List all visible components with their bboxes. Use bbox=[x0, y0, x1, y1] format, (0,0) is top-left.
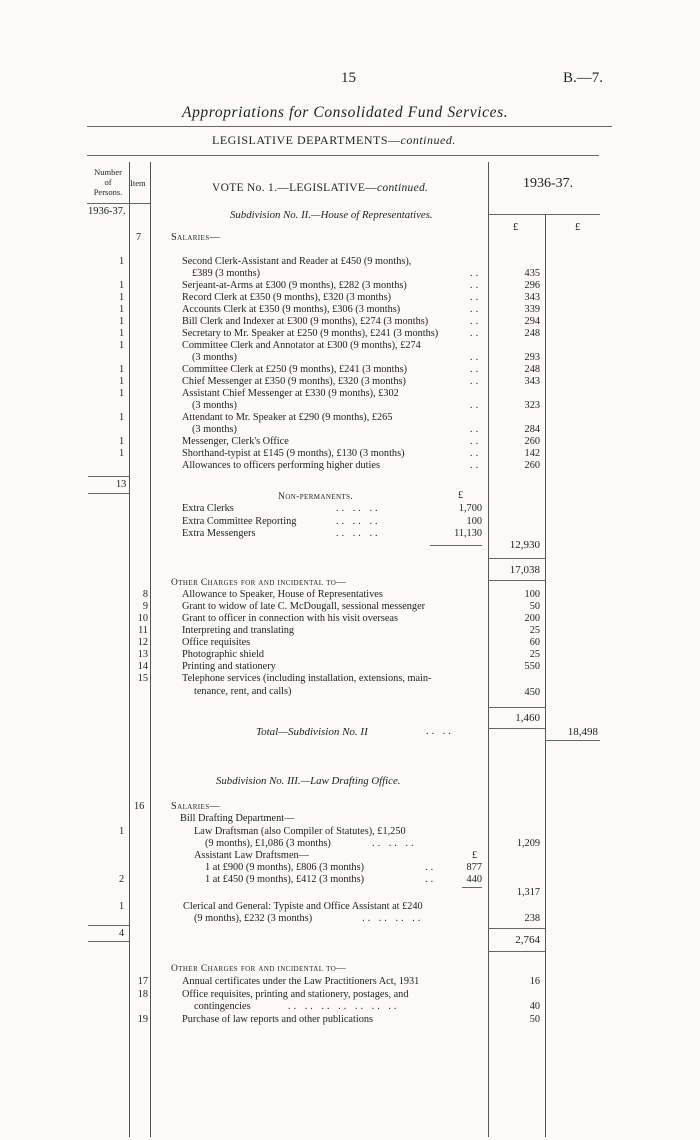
nonperm-row-value: 1,700 bbox=[458, 503, 482, 514]
other-charge-item: 10 bbox=[137, 613, 148, 624]
other-charge-amount: 25 bbox=[529, 625, 540, 636]
salary-row-leader: .. bbox=[470, 304, 482, 315]
section-subtitle-text: LEGISLATIVE DEPARTMENTS— bbox=[212, 133, 401, 147]
other-total-rule-bottom bbox=[488, 728, 545, 729]
nonperm-row-leader: .. .. .. bbox=[336, 515, 381, 527]
nonperm-row-leader: .. .. .. bbox=[336, 528, 381, 539]
sub2-persons-total: 13 bbox=[116, 479, 127, 490]
other-charge-item: 19 bbox=[137, 1014, 148, 1025]
assistant-row-leader: .. bbox=[425, 862, 437, 873]
other-charge-label-cont: tenance, rent, and calls) bbox=[194, 686, 292, 697]
document-reference: B.—7. bbox=[563, 70, 604, 86]
sub3-other-heading: Other Charges for and incidental to— bbox=[171, 964, 347, 974]
sub3-assistant-total: 1,317 bbox=[516, 887, 540, 898]
vote-title-cont: continued. bbox=[376, 182, 429, 194]
other-charge-item: 18 bbox=[137, 989, 148, 1000]
salary-row-label-cont: (3 months) bbox=[192, 424, 237, 435]
salary-row-label-cont: (3 months) bbox=[192, 400, 237, 411]
salary-row-label: Assistant Chief Messenger at £330 (9 months), £302 bbox=[182, 388, 399, 399]
page-number: 15 bbox=[341, 70, 356, 86]
salaries-total-rule-top bbox=[488, 558, 545, 559]
sub3-salaries-label: Salaries— bbox=[171, 801, 221, 812]
sub2-salaries-item: 7 bbox=[136, 232, 142, 243]
vote-title bbox=[212, 182, 428, 194]
pound-sign-col2: £ bbox=[575, 222, 581, 233]
other-charge-amount: 200 bbox=[524, 613, 540, 624]
nonperm-row-label: Extra Messengers bbox=[182, 528, 256, 539]
other-charge-amount: 40 bbox=[529, 1001, 540, 1012]
persons-year: 1936-37. bbox=[88, 206, 126, 217]
other-charge-amount: 50 bbox=[529, 1014, 540, 1025]
assistant-row-value: 877 bbox=[466, 862, 482, 873]
page-title: Appropriations for Consolidated Fund Services. bbox=[182, 104, 509, 121]
other-charge-label: Telephone services (including installation, extensions, main- bbox=[182, 673, 432, 684]
persons-header-line3: Persons. bbox=[93, 187, 123, 197]
persons-total-rule bbox=[88, 476, 129, 477]
salary-row-leader: .. bbox=[470, 448, 482, 459]
nonperm-pound: £ bbox=[458, 490, 464, 501]
sub3-law-draftsman-l1: Law Draftsman (also Compiler of Statutes), £1,250 bbox=[194, 826, 406, 837]
sub3-assistant-pound: £ bbox=[472, 850, 478, 861]
sub3-clerical-amount: 238 bbox=[524, 913, 540, 924]
other-charge-label: Grant to officer in connection with his visit overseas bbox=[182, 613, 398, 624]
salary-row-amount: 343 bbox=[524, 292, 540, 303]
salary-row-leader: .. bbox=[470, 292, 482, 303]
title-rule bbox=[87, 126, 612, 127]
other-charge-label-cont: contingencies bbox=[194, 1001, 251, 1012]
salary-row-persons: 1 bbox=[119, 316, 125, 327]
salary-row-amount: 284 bbox=[524, 424, 540, 435]
other-charge-label: Photographic shield bbox=[182, 649, 265, 660]
sub3-assistant-heading: Assistant Law Draftsmen— bbox=[194, 850, 309, 861]
sub2-total-leader: .. .. bbox=[426, 726, 454, 737]
other-charge-item: 17 bbox=[137, 976, 148, 987]
other-charge-item: 14 bbox=[137, 661, 148, 672]
sub3-salaries-rule-top bbox=[488, 928, 545, 929]
grand-total-rule bbox=[545, 740, 600, 741]
salary-row-amount: 323 bbox=[524, 400, 540, 411]
nonperm-row-leader: .. .. .. bbox=[336, 503, 381, 514]
other-charge-amount: 60 bbox=[529, 637, 540, 648]
salary-row-leader: .. bbox=[470, 460, 482, 471]
other-charge-item: 13 bbox=[137, 649, 148, 660]
year-column-header: 1936-37. bbox=[523, 176, 574, 191]
other-charge-item: 11 bbox=[138, 625, 148, 636]
salary-row-label: Messenger, Clerk's Office bbox=[182, 436, 289, 447]
assistant-rule bbox=[462, 887, 482, 888]
salary-row-amount: 248 bbox=[524, 364, 540, 375]
sub3-clerical-leader: .. .. .. .. bbox=[362, 913, 424, 924]
other-charge-amount: 50 bbox=[529, 601, 540, 612]
salary-row-amount: 293 bbox=[524, 352, 540, 363]
other-charge-label: Printing and stationery bbox=[182, 661, 276, 672]
nonperm-row-label: Extra Clerks bbox=[182, 503, 234, 514]
salary-row-leader: .. bbox=[470, 268, 482, 279]
subdivision-iii-heading: Subdivision No. III.—Law Drafting Office. bbox=[216, 775, 401, 787]
salary-row-label: Allowances to officers performing higher duties bbox=[182, 460, 380, 471]
salary-row-amount: 343 bbox=[524, 376, 540, 387]
sub3-clerical-l2: (9 months), £232 (3 months) bbox=[194, 913, 313, 924]
salary-row-persons: 1 bbox=[119, 364, 125, 375]
sub3-salaries-total: 2,764 bbox=[515, 934, 540, 946]
colhead-bottom-rule-left bbox=[87, 203, 150, 204]
sub3-law-draftsman-l2: (9 months), £1,086 (3 months) bbox=[205, 838, 331, 849]
sub3-assistant-persons: 2 bbox=[119, 874, 125, 885]
other-charge-item: 8 bbox=[142, 589, 148, 600]
salary-row-amount: 260 bbox=[524, 460, 540, 471]
salary-row-label: Serjeant-at-Arms at £300 (9 months), £282 (3 months) bbox=[182, 280, 407, 291]
pound-sign-col1: £ bbox=[513, 222, 519, 233]
salary-row-amount: 294 bbox=[524, 316, 540, 327]
sub2-salaries-total: 17,038 bbox=[509, 564, 540, 576]
salary-row-label: Committee Clerk and Annotator at £300 (9 months), £274 bbox=[182, 340, 421, 351]
other-charge-item: 12 bbox=[137, 637, 148, 648]
assistant-row-value: 440 bbox=[466, 874, 482, 885]
salary-row-persons: 1 bbox=[119, 436, 125, 447]
other-total-rule-top bbox=[488, 707, 545, 708]
sub3-salaries-rule-bottom bbox=[488, 951, 545, 952]
salary-row-persons: 1 bbox=[119, 448, 125, 459]
other-charge-label: Allowance to Speaker, House of Representatives bbox=[182, 589, 383, 600]
sub2-salaries-label: Salaries— bbox=[171, 232, 221, 243]
salary-row-leader: .. bbox=[470, 436, 482, 447]
sub3-law-draftsman-amount: 1,209 bbox=[516, 838, 540, 849]
salary-row-leader: .. bbox=[470, 424, 482, 435]
other-charge-label: Office requisites bbox=[182, 637, 251, 648]
sub2-other-heading: Other Charges for and incidental to— bbox=[171, 578, 347, 588]
other-charge-amount: 25 bbox=[529, 649, 540, 660]
salary-row-label: Second Clerk-Assistant and Reader at £450 (9 months), bbox=[182, 256, 412, 267]
salary-row-label: Accounts Clerk at £350 (9 months), £306 (3 months) bbox=[182, 304, 401, 315]
sub3-clerical-persons: 1 bbox=[119, 901, 125, 912]
assistant-row-leader: .. bbox=[425, 874, 437, 885]
section-subtitle bbox=[212, 133, 456, 148]
other-charge-amount: 550 bbox=[524, 661, 540, 672]
other-charge-label: Purchase of law reports and other publications bbox=[182, 1014, 374, 1025]
salary-row-leader: .. bbox=[470, 328, 482, 339]
nonperm-rule bbox=[430, 545, 482, 546]
sub3-law-draftsman-leader: .. .. .. bbox=[372, 838, 417, 849]
colhead-bottom-rule-right bbox=[488, 214, 600, 215]
salary-row-persons: 1 bbox=[119, 388, 125, 399]
header-rule bbox=[87, 155, 599, 156]
other-charge-amount: 16 bbox=[529, 976, 540, 987]
salary-row-leader: .. bbox=[470, 400, 482, 411]
other-charge-item: 15 bbox=[137, 673, 148, 684]
other-charge-amount: 100 bbox=[524, 589, 540, 600]
salary-row-leader: .. bbox=[470, 316, 482, 327]
other-charge-label: Interpreting and translating bbox=[182, 625, 295, 636]
nonperm-row-value: 11,130 bbox=[454, 528, 482, 539]
amount-col-mid-rule bbox=[545, 215, 546, 1137]
other-charge-item: 9 bbox=[142, 601, 148, 612]
nonperm-row-label: Extra Committee Reporting bbox=[182, 515, 297, 527]
subdivision-ii-heading: Subdivision No. II.—House of Representatives. bbox=[230, 209, 433, 221]
salary-row-persons: 1 bbox=[119, 292, 125, 303]
other-charge-leader: .. .. .. .. .. .. .. bbox=[288, 1001, 400, 1012]
salary-row-label-cont: (3 months) bbox=[192, 352, 237, 363]
salary-row-label: Shorthand-typist at £145 (9 months), £130 (3 months) bbox=[182, 448, 405, 459]
sub2-grand-total: 18,498 bbox=[567, 726, 598, 738]
persons-column-header bbox=[88, 167, 128, 197]
assistant-row-label: 1 at £450 (9 months), £412 (3 months) bbox=[205, 874, 365, 885]
other-charge-label: Office requisites, printing and stationery, postages, and bbox=[182, 989, 409, 1000]
persons-total-rule2 bbox=[88, 493, 129, 494]
section-subtitle-cont: continued. bbox=[400, 133, 456, 147]
other-charge-label: Annual certificates under the Law Practitioners Act, 1931 bbox=[182, 976, 420, 987]
other-charge-label: Grant to widow of late C. McDougall, sessional messenger bbox=[182, 601, 426, 612]
salary-row-amount: 260 bbox=[524, 436, 540, 447]
persons-header-line2: of bbox=[104, 177, 112, 187]
sub3-clerical-l1: Clerical and General: Typiste and Office Assistant at £240 bbox=[183, 901, 423, 912]
sub3-persons-rule2 bbox=[88, 941, 129, 942]
salary-row-persons: 1 bbox=[119, 256, 125, 267]
nonperm-total: 12,930 bbox=[509, 539, 540, 551]
salary-row-amount: 296 bbox=[524, 280, 540, 291]
salaries-total-rule-bottom bbox=[488, 580, 545, 581]
sub3-salaries-item: 16 bbox=[134, 801, 145, 812]
salary-row-amount: 435 bbox=[524, 268, 540, 279]
vote-title-text: VOTE No. 1.—LEGISLATIVE— bbox=[212, 182, 377, 194]
salary-row-leader: .. bbox=[470, 352, 482, 363]
nonperm-row-value: 100 bbox=[466, 515, 482, 527]
salary-row-label: Record Clerk at £350 (9 months), £320 (3 months) bbox=[182, 292, 392, 303]
salary-row-label: Chief Messenger at £350 (9 months), £320 (3 months) bbox=[182, 376, 406, 387]
salary-row-label: Attendant to Mr. Speaker at £290 (9 months), £265 bbox=[182, 412, 393, 423]
salary-row-label-cont: £389 (3 months) bbox=[192, 268, 261, 279]
salary-row-amount: 142 bbox=[524, 448, 540, 459]
salary-row-persons: 1 bbox=[119, 340, 125, 351]
item-col-right-rule bbox=[150, 162, 151, 1137]
item-column-header: Item bbox=[130, 178, 146, 188]
sub3-persons-rule bbox=[88, 925, 129, 926]
salary-row-persons: 1 bbox=[119, 280, 125, 291]
nonperm-heading: Non-permanents. bbox=[278, 492, 354, 502]
amount-col-left-rule bbox=[488, 162, 489, 1137]
sub2-total-label: Total—Subdivision No. II bbox=[256, 726, 368, 738]
sub2-other-total: 1,460 bbox=[515, 712, 540, 724]
salary-row-amount: 339 bbox=[524, 304, 540, 315]
salary-row-persons: 1 bbox=[119, 376, 125, 387]
other-charge-amount: 450 bbox=[524, 687, 540, 698]
salary-row-leader: .. bbox=[470, 364, 482, 375]
salary-row-label: Committee Clerk at £250 (9 months), £241 (3 months) bbox=[182, 364, 408, 375]
salary-row-amount: 248 bbox=[524, 328, 540, 339]
salary-row-persons: 1 bbox=[119, 412, 125, 423]
assistant-row-label: 1 at £900 (9 months), £806 (3 months) bbox=[205, 862, 365, 873]
salary-row-leader: .. bbox=[470, 376, 482, 387]
sub3-law-draftsman-persons: 1 bbox=[119, 826, 125, 837]
persons-header-line1: Number bbox=[94, 167, 122, 177]
salary-row-leader: .. bbox=[470, 280, 482, 291]
salary-row-label: Secretary to Mr. Speaker at £250 (9 months), £241 (3 months) bbox=[182, 328, 439, 339]
salary-row-persons: 1 bbox=[119, 328, 125, 339]
sub3-persons-total: 4 bbox=[119, 928, 125, 939]
sub3-bill-dept: Bill Drafting Department— bbox=[180, 813, 295, 824]
salary-row-label: Bill Clerk and Indexer at £300 (9 months), £274 (3 months) bbox=[182, 316, 429, 327]
salary-row-persons: 1 bbox=[119, 304, 125, 315]
